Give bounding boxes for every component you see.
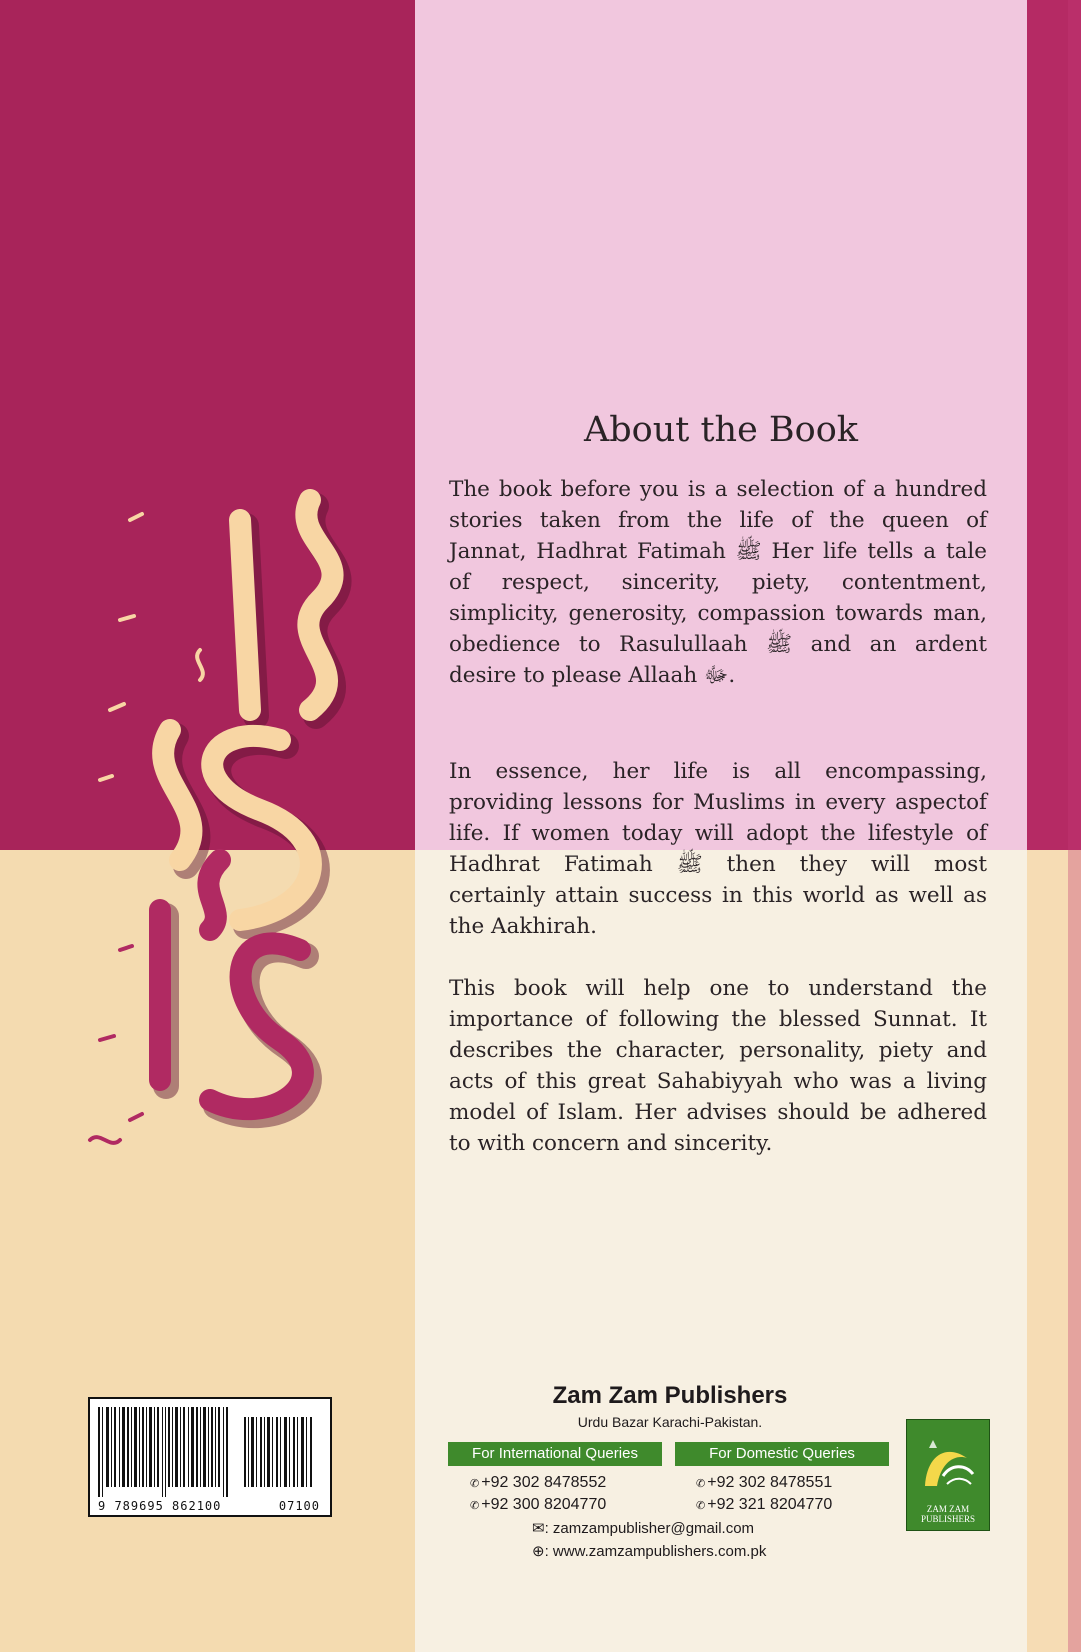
phone-number: +92 321 8204770 [707,1496,833,1513]
isbn-number: 9 789695 862100 [98,1499,222,1513]
phone-icon: ✆ [696,1500,706,1512]
publisher-address: Urdu Bazar Karachi-Pakistan. [577,1414,763,1430]
international-queries-label: For International Queries [448,1442,662,1466]
logo-text: ZAM ZAM PUBLISHERS [920,1504,975,1524]
phone-icon: ✆ [470,1500,480,1512]
logo-emblem-icon [907,1424,989,1504]
domestic-queries-label: For Domestic Queries [675,1442,889,1466]
phone-icon: ✆ [696,1478,706,1490]
phone-icon: ✆ [470,1478,480,1490]
about-paragraph-2: In essence, her life is all encompassing, providing lessons for Muslims in every aspectof life. If women today will adopt the lifestyle of Hadhrat Fatimah ﷺ then they will most certainly attain success in this world as well as the Aakhirah. [449,759,987,939]
about-paragraph-3: This book will help one to understand the importance of following the blessed Sunnat. It describes the character, personality, piety and acts of this great Sahabiyyah who was a living model of Islam. Her advises should be adhered to with concern and sincerity. [449,976,987,1156]
phone-number: +92 300 8204770 [481,1496,607,1513]
domestic-phone-2[interactable] [696,1496,832,1514]
domestic-phone-1[interactable] [696,1474,832,1492]
envelope-icon: ✉ [532,1520,545,1537]
publisher-email[interactable]: ✉: zamzampublisher@gmail.com [532,1520,755,1537]
about-title: About the Book [583,410,858,450]
publisher-logo [906,1419,990,1531]
phone-number: +92 302 8478551 [707,1474,833,1491]
publisher-name: Zam Zam Publishers [552,1382,788,1409]
barcode-addon-number: 07100 [278,1499,320,1513]
publisher-website[interactable]: ⊕: www.zamzampublishers.com.pk [532,1543,767,1560]
barcode [88,1397,332,1517]
cover-edge-strip [1068,0,1081,1652]
arabic-calligraphy-artwork [60,480,380,1160]
website-text: www.zamzampublishers.com.pk [552,1543,767,1560]
international-phone-2[interactable] [470,1496,606,1514]
international-phone-1[interactable] [470,1474,606,1492]
phone-number: +92 302 8478552 [481,1474,607,1491]
about-paragraph-1: The book before you is a selection of a hundred stories taken from the life of the queen of Jannat, Hadhrat Fatimah ﷺ Her life tells a tale of respect, sincerity, piety, contentment, simplicity, generosity, compassion towards man, obedience to Rasulullaah ﷺ and an ardent desire to please Allaah ﷻ. [449,477,987,688]
globe-icon: ⊕ [532,1543,545,1560]
email-text: zamzampublisher@gmail.com [552,1520,755,1537]
barcode-bars [96,1407,324,1497]
